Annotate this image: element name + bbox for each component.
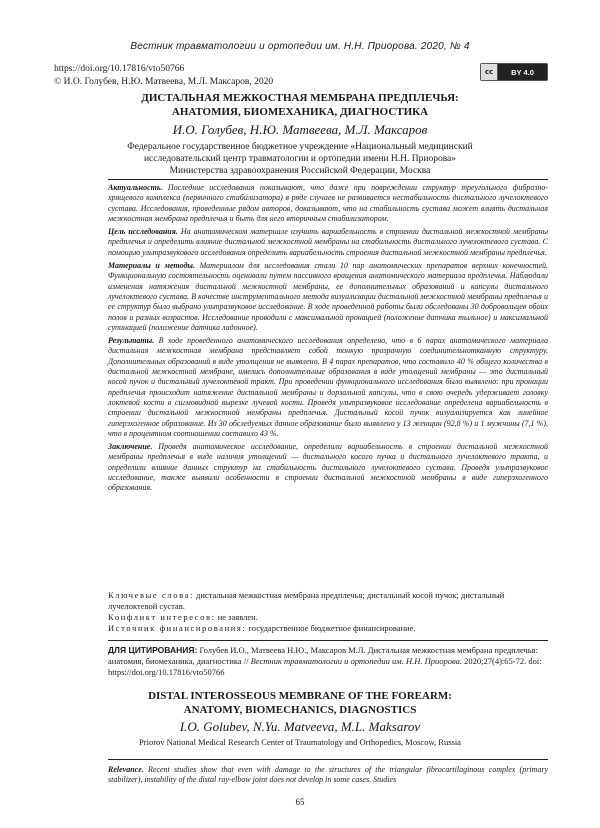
section-text: Материалом для исследования стали 10 пар анатомических препаратов верхних конечностей. Функциональную состоятельность оценивали путем пассивного вращения анатомического материала предплечья. Наблюдали изменения натяжения дистальной межкостной мембраны, ее дополнительных образований и капсулы дистального лучелоктевого сустава. В качестве инструментального метода визуализации дистальной межкостной мембраны предплечья и ее структур было выбрано ультразвуковое исследование. В ходе проведенной работы были обследованы 30 добровольцев обоих полов и разных возрастов. Исследование проводили с максимальной пронацией (положение датчика тыльное) и максимальной супинацией (положение датчика ладонное). xyxy=(108,261,548,332)
authors-en: I.O. Golubev, N.Yu. Matveeva, M.L. Maksarov xyxy=(179,719,421,734)
citation-label: ДЛЯ ЦИТИРОВАНИЯ: xyxy=(108,645,198,655)
divider xyxy=(108,179,548,180)
citation-text: Голубев И.О., Матвеева Н.Ю., Максаров М.Л. Дистальная межкостная мембрана предплечья: анатомия, биомеханика, диагностика // xyxy=(108,645,538,666)
abstract-ru xyxy=(108,183,548,497)
affiliation-line: исследовательский центр травматологии и ортопедии имени Н.Н. Приорова» xyxy=(143,154,457,164)
divider xyxy=(108,640,548,641)
title-en-line: ANATOMY, BIOMECHANICS, DIAGNOSTICS xyxy=(183,703,417,716)
journal-header: Вестник травматологии и ортопедии им. Н.Н. Приорова. 2020, № 4 xyxy=(130,41,470,52)
abstract-section xyxy=(108,336,548,439)
affiliation-en: Priorov National Medical Research Center of Traumatology and Orthopedics, Moscow, Russia xyxy=(139,737,461,747)
abstract-section xyxy=(108,442,548,493)
creative-commons-icon: cc xyxy=(481,64,498,80)
keywords-label: Ключевые слова: xyxy=(108,590,194,600)
section-heading: Актуальность. xyxy=(108,183,163,192)
title-ru xyxy=(60,92,540,119)
conflict-label: Конфликт интересов: xyxy=(108,612,216,622)
section-heading: Заключение. xyxy=(108,442,153,452)
abstract-section xyxy=(108,261,548,333)
abstract-section xyxy=(108,227,548,258)
title-ru-line: АНАТОМИЯ, БИОМЕХАНИКА, ДИАГНОСТИКА xyxy=(171,105,429,118)
title-en-line: DISTAL INTEROSSEOUS MEMBRANE OF THE FOREARM: xyxy=(148,690,452,702)
license-badge[interactable] xyxy=(480,63,548,81)
funding-source xyxy=(108,623,548,634)
section-text: Recent studies show that even with damage to the structures of the triangular fibrocartilaginous complex (primary stabilizer), instability of the distal ray-elbow joint does not develop in some cases. Studies xyxy=(108,765,548,785)
affiliation-ru xyxy=(80,141,520,177)
conflict-text: не заявлен. xyxy=(217,612,258,622)
divider xyxy=(108,759,548,760)
keywords-text: дистальная межкостная мембрана предплечья; дистальный косой пучок; дистальный лучелоктевой сустав. xyxy=(108,590,505,611)
section-heading: Материалы и методы. xyxy=(108,261,195,271)
conflict-of-interest xyxy=(108,612,548,623)
article-meta xyxy=(54,63,273,88)
keywords-block xyxy=(108,590,548,634)
citation-journal: Вестник травматологии и ортопедии им. Н.Н. Приорова. xyxy=(250,656,462,666)
copyright-line: © И.О. Голубев, Н.Ю. Матвеева, М.Л. Максаров, 2020 xyxy=(54,76,274,87)
affiliation-line: Министерства здравоохранения Российской Федерации, Москва xyxy=(169,166,431,176)
section-text: Последние исследования показывают, что даже при повреждении структур треугольного фиброзно-хрящевого комплекса (первичного стабилизатора) в ряде случаев не развивается нестабильность дистального лучелоктевого сустава. Исследования, проведенные рядом авторов, доказывают, что на стабильность сустава может влиять дистальная межкостная мембрана предплечья и быть для него вторичным стабилизатором. xyxy=(108,183,548,223)
title-ru-line: ДИСТАЛЬНАЯ МЕЖКОСТНАЯ МЕМБРАНА ПРЕДПЛЕЧЬЯ: xyxy=(141,92,459,104)
section-text: На анатомическом материале изучить вариабельность в строении дистальной межкостной мембраны предплечья и определить влияние дистальной межкостной мембраны на стабильность дистального лучелоктевого сустава. С помощью ультразвукового исследования определить вариабельность строения дистальной межкостной мембраны предплечья. xyxy=(108,227,549,257)
keywords xyxy=(108,590,548,612)
affiliation-line: Федеральное государственное бюджетное учреждение «Национальный медицинский xyxy=(127,142,473,152)
section-heading: Relevance. xyxy=(108,765,144,774)
section-heading: Цель исследования. xyxy=(108,227,178,237)
doi-link[interactable]: https://doi.org/10.17816/vto50766 xyxy=(54,64,185,74)
funding-label: Источник финансирования: xyxy=(108,623,247,633)
abstract-section xyxy=(108,183,548,224)
section-text: Проведя анатомическое исследование, определили вариабельность в строении дистальной межкостной мембраны предплечья в виде наличия утолщений — дистального косого пучка и дистального лучелоктевого тракта, и определили влияние данных структур на стабильность дистального лучелоктевого сустава. Проведя ультразвуковое исследование, также выявили особенности в строении дистальной межкостной мембраны в виде гиперэхогенного образования. xyxy=(108,442,549,493)
license-label: BY 4.0 xyxy=(498,64,547,80)
citation-tail: 2020;27(4):65-72. doi: https://doi.org/10.17816/vto50766 xyxy=(108,656,542,677)
page-number: 65 xyxy=(295,797,305,807)
section-heading: Результаты. xyxy=(108,336,155,346)
abstract-en xyxy=(108,765,548,786)
citation-block xyxy=(108,645,548,678)
authors-ru: И.О. Голубев, Н.Ю. Матвеева, М.Л. Максаров xyxy=(172,122,428,137)
title-en xyxy=(60,690,540,717)
funding-text: государственное бюджетное финансирование. xyxy=(248,623,416,633)
section-text: В ходе проведенного анатомического исследования определено, что в 6 парах анатомического материала дистальная межкостная мембрана представляет собой тонкую прозрачную соединительнотканную структуру. Дополнительных образований в виде утолщения не выявлено. В 4 парах препаратов, что составило 40 % общего количества в дистальной межкостной мембране, имелись дополнительные образования в виде утолщений мембраны — это дистальный косой пучок и дистальный лучелоктевой тракт. При проведении функционального исследования было выявлено: при пронации предплечья происходит натяжение дистальной мембраны и дорзальной капсулы, что в свою очередь удерживает головку локтевой кости в сигмовидной вырезке лучевой кости. Проведя ультразвуковое исследование определена вариабельность в строении дистальной межкостной мембраны предплечья. Дистальный косой пучок визуализируется как линейное гиперэхогенное образование. Из 30 обследуемых данное образование было выявлено у 13 женщин (92,8 %) и 1 мужчины (7,1 %), что в процентном соотношении составило 43 %. xyxy=(108,336,549,438)
